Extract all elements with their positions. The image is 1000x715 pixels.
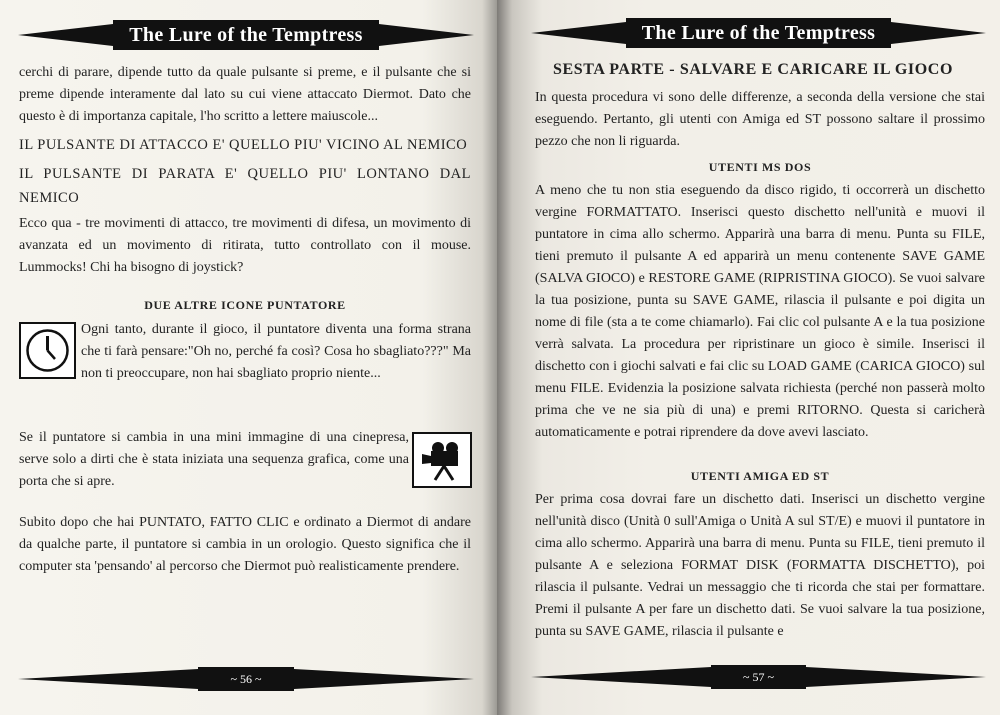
left-paragraph-2: Ecco qua - tre movimenti di attacco, tre movimenti di difesa, un movimento di avanzata ed un movimento di ritirata, tutto controllato con il mouse. Lummocks! Chi ha bisogno di joystick? xyxy=(19,216,471,275)
section-heading: SESTA PARTE - SALVARE E CARICARE IL GIOCO xyxy=(553,61,953,78)
left-paragraph-3-text: Ogni tanto, durante il gioco, il puntatore diventa una forma strana che ti farà pensare:"Oh no, perché fa così? Cosa ho sbagliato???" Ma non ti preoccupare, non hai sbagliato proprio niente... xyxy=(81,322,471,381)
amiga-paragraph: Per prima cosa dovrai fare un dischetto dati. Inserisci un dischetto vergine nell'unità disco (Unità 0 sull'Amiga o Unità A sul ST/E) e muovi il puntatore in cima allo schermo. Apparirà una barra di menu. Punta su FILE, tieni premuto il pulsante A e seleziona FORMAT DISK (FORMATTA DISCHETTO), poi rilascia il pulsante. Vedrai un messaggio che ti ricorda che stai per formattare. Premi il pulsante A per fare un dischetto dati. Se vuoi salvare la tua posizione, punta su SAVE GAME, rilascia il pulsante e xyxy=(535,492,985,639)
left-subheading: DUE ALTRE ICONE PUNTATORE xyxy=(144,298,346,312)
right-intro: In questa procedura vi sono delle differenze, a seconda della versione che stai eseguendo. Pertanto, gli utenti con Amiga ed ST possono saltare il prossimo pezzo che non li riguarda. xyxy=(535,90,985,149)
subheading-amiga: UTENTI AMIGA ED ST xyxy=(690,469,830,483)
left-caps-line-1: IL PULSANTE DI ATTACCO E' QUELLO PIU' VICINO AL NEMICO xyxy=(19,137,468,153)
page-number-right: ~ 57 ~ xyxy=(743,670,774,684)
left-paragraph-5: Subito dopo che hai PUNTATO, FATTO CLIC e ordinato a Diermot di andare da qualche parte, il puntatore si cambia in un orologio. Questo significa che il computer sta 'pensando' al percorso che Diermot può realisticamente prendere. xyxy=(19,515,471,574)
footer-banner-left xyxy=(18,664,474,694)
left-paragraph-4: Se il puntatore si cambia in una mini immagine di una cinepresa, serve solo a dirti che è stata iniziata una sequenza grafica, come una porta che si apre. xyxy=(19,430,409,489)
left-caps-line-2: IL PULSANTE DI PARATA E' QUELLO PIU' LONTANO DAL NEMICO xyxy=(19,166,471,206)
left-page xyxy=(0,0,497,715)
book-title-left: The Lure of the Temptress xyxy=(129,24,363,46)
msdos-paragraph: A meno che tu non stia eseguendo da disco rigido, ti occorrerà un dischetto vergine FORMATTATO. Inserisci questo dischetto nell'unità e muovi il puntatore in cima allo schermo. Apparirà una barra di menu. Punta su FILE, tieni premuto il pulsante A ed apparirà un menu contenente SAVE GAME (SALVA GIOCO) e RESTORE GAME (RIPRISTINA GIOCO). Se vuoi salvare la tua posizione, punta su SAVE GAME, rilascia il pulsante e poi digita un nome di file (sta a te come chiamarlo). Fai clic col pulsante A e la tua posizione verrà salvata. La procedura per ripristinare un gioco è simile. Inserisci il dischetto con i giochi salvati e fai clic su LOAD GAME (CARICA GIOCO) sul menu FILE. Evidenzia la posizione salvata richiesta (perché non passerà molto prima che ve ne sia più di una) e premi RITORNO. Questa si caricherà automaticamente e potrai riprendere da dove avevi lasciato. xyxy=(535,183,985,440)
left-paragraph-1: cerchi di parare, dipende tutto da quale pulsante si preme, e il pulsante che si preme dipende interamente dal lato su cui viene attaccato Diermot. Dato che questo è di importanza capitale, l'ho scritto a lettere maiuscole... xyxy=(19,65,471,124)
left-paragraph-3 xyxy=(19,319,471,385)
page-number-left: ~ 56 ~ xyxy=(230,672,262,686)
right-page xyxy=(497,0,1000,715)
footer-banner-right xyxy=(531,662,986,692)
subheading-msdos: UTENTI MS DOS xyxy=(708,160,812,174)
header-banner-left xyxy=(18,16,474,54)
movie-camera-icon xyxy=(412,432,472,488)
header-banner-right xyxy=(531,14,986,52)
book-title-right: The Lure of the Temptress xyxy=(641,22,876,44)
